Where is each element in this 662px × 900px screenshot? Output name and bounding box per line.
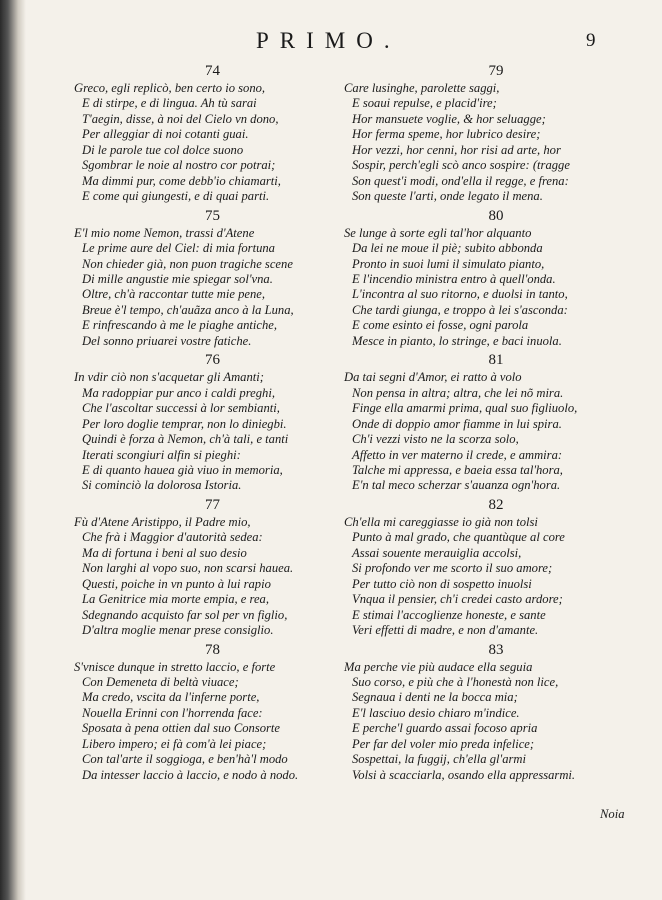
verse-line: E'n tal meco scherzar s'auanza ogn'hora. — [352, 478, 561, 493]
stanza — [74, 62, 339, 205]
verse-line: E di stirpe, e di lingua. Ah tù sarai — [82, 96, 257, 111]
verse-line: Di mille angustie mie spiegar sol'vna. — [82, 271, 273, 286]
running-title: PRIMO. — [256, 28, 401, 53]
stanza — [74, 641, 339, 784]
page-number: 9 — [586, 30, 596, 51]
verse-line: Che tardi giunga, e troppo à lei s'asconda: — [352, 302, 568, 317]
verse-line: S'vnisce dunque in stretto laccio, e forte — [74, 659, 276, 674]
verse-line: Mesce in pianto, lo stringe, e baci inuola. — [352, 333, 562, 348]
verse-line: Non chieder già, non puon tragiche scene — [82, 256, 293, 271]
verse-line: Vnqua il pensier, ch'i credei casto ardore; — [352, 592, 563, 607]
stanza-number: 77 — [205, 496, 220, 513]
verse-line: Ma di fortuna i beni al suo desio — [82, 545, 247, 560]
stanza — [344, 496, 644, 639]
verse-line: Sgombrar le noie al nostro cor potrai; — [82, 158, 276, 173]
verse-line: E stimai l'accoglienze honeste, e sante — [352, 607, 546, 622]
verse-line: E rinfrescando à me le piaghe antiche, — [82, 318, 278, 333]
verse-line: Libero impero; ei fà com'à lei piace; — [82, 736, 267, 751]
verse-line: Se lunge à sorte egli tal'hor alquanto — [344, 225, 532, 240]
left-column — [74, 62, 339, 785]
verse-line: Hor vezzi, hor cenni, hor risi ad arte, hor — [352, 142, 561, 157]
stanza — [344, 207, 644, 350]
verse-line: Del sonno priuarei vostre fatiche. — [82, 333, 252, 348]
stanza — [74, 207, 339, 350]
verse-line: Non pensa in altra; altra, che lei nõ mira. — [352, 385, 564, 400]
verse-line: Sospettai, la fuggij, ch'ella gl'armi — [352, 752, 526, 767]
verse-line: Suo corso, e più che à l'honestà non lice, — [352, 674, 559, 689]
verse-line: Veri effetti di madre, e non d'amante. — [352, 623, 539, 638]
book-spine-shadow — [0, 0, 26, 900]
stanza-number: 75 — [205, 207, 220, 224]
verse-line: Non larghi al vopo suo, non scarsi hauea. — [82, 561, 294, 576]
verse-line: Breue è'l tempo, ch'auãza anco à la Luna, — [82, 302, 294, 317]
verse-line: Finge ella amarmi prima, qual suo figliuolo, — [352, 401, 578, 416]
verse-line: E di quanto hauea già viuo in memoria, — [82, 462, 283, 477]
verse-line: Segnaua i denti ne la bocca mia; — [352, 690, 518, 705]
verse-line: Fù d'Atene Aristippo, il Padre mio, — [74, 514, 251, 529]
verse-line: E l'incendio ministra entro à quell'onda. — [352, 271, 556, 286]
verse-line: E soaui repulse, e placid'ire; — [352, 96, 497, 111]
verse-line: La Genitrice mia morte empia, e rea, — [82, 592, 270, 607]
verse-line: Di le parole tue col dolce suono — [82, 142, 244, 157]
verse-line: E'l lasciuo desio chiaro m'indice. — [352, 705, 520, 720]
stanza-number: 78 — [205, 641, 220, 658]
verse-line: Da tai segni d'Amor, ei ratto à volo — [344, 370, 522, 385]
right-column — [344, 62, 644, 785]
stanza — [74, 496, 339, 639]
catchword: Noia — [600, 807, 625, 821]
verse-line: Oltre, ch'à raccontar tutte mie pene, — [82, 287, 266, 302]
verse-line: Son queste l'arti, onde legato il mena. — [352, 189, 543, 204]
verse-line: Che l'ascoltar successi à lor sembianti, — [82, 401, 280, 416]
stanza-number: 83 — [488, 641, 504, 658]
verse-line: Iterati scongiuri alfin si pieghi: — [82, 447, 241, 462]
verse-line: Per tutto ciò non di sospetto inuolsi — [352, 576, 532, 591]
verse-line: Per loro doglie temprar, non lo diniegbi. — [82, 416, 287, 431]
verse-line: Che frà i Maggior d'autorità sedea: — [82, 530, 263, 545]
verse-line: D'altra moglie menar prese consiglio. — [82, 623, 274, 638]
verse-line: Hor mansuete voglie, & hor seluagge; — [352, 111, 546, 126]
verse-line: Le prime aure del Ciel: di mia fortuna — [82, 241, 275, 256]
verse-line: Talche mi appressa, e baeia essa tal'hora, — [352, 462, 563, 477]
stanza — [344, 62, 644, 205]
verse-line: Volsi à scacciarla, osando ella appressarmi. — [352, 767, 576, 782]
verse-line: Per alleggiar di noi cotanti guai. — [82, 127, 249, 142]
verse-line: Punto à mal grado, che quantùque al core — [352, 530, 565, 545]
verse-line: Questi, poiche in vn punto à lui rapio — [82, 576, 271, 591]
verse-line: Da intesser laccio à laccio, e nodo à nodo. — [82, 767, 299, 782]
verse-line: Care lusinghe, parolette saggi, — [344, 81, 500, 95]
stanza — [344, 351, 644, 494]
verse-line: Ch'i vezzi visto ne la scorza solo, — [352, 432, 519, 447]
verse-line: Pronto in suoi lumi il simulato pianto, — [352, 256, 545, 271]
verse-line: Si cominciò la dolorosa Istoria. — [82, 478, 242, 493]
page-header — [0, 28, 662, 58]
verse-line: E'l mio nome Nemon, trassi d'Atene — [74, 225, 255, 240]
stanza-number: 80 — [488, 207, 504, 224]
verse-line: Sdegnando acquisto far sol per vn figlio, — [82, 607, 288, 622]
verse-line: Onde di doppio amor fiamme in lui spira. — [352, 416, 562, 431]
verse-line: Per far del voler mio preda infelice; — [352, 736, 535, 751]
verse-line: Ma radoppiar pur anco i caldi preghi, — [82, 385, 275, 400]
stanza — [344, 641, 644, 784]
verse-line: Son quest'i modi, ond'ella il regge, e frena: — [352, 173, 569, 188]
verse-line: Nouella Erinni con l'horrenda face: — [82, 705, 263, 720]
stanza-number: 74 — [205, 63, 220, 79]
stanza-number: 81 — [488, 352, 504, 369]
verse-line: Hor ferma speme, hor lubrico desire; — [352, 127, 541, 142]
verse-line: Si profondo ver me scorto il suo amore; — [352, 561, 553, 576]
verse-line: E come qui giungesti, e di quai parti. — [82, 189, 270, 204]
verse-line: L'incontra al suo ritorno, e duolsi in tanto, — [352, 287, 568, 302]
verse-line: Quindi è forza à Nemon, ch'à tali, e tanti — [82, 432, 289, 447]
verse-line: Greco, egli replicò, ben certo io sono, — [74, 81, 266, 95]
verse-line: Ma dimmi pur, come debb'io chiamarti, — [82, 173, 281, 188]
verse-line: Con tal'arte il soggioga, e ben'hà'l modo — [82, 752, 288, 767]
verse-line: Ch'ella mi careggiasse io già non tolsi — [344, 514, 538, 529]
stanza — [74, 351, 339, 494]
stanza-number: 79 — [488, 63, 504, 79]
stanza-number: 82 — [488, 496, 504, 513]
verse-line: Affetto in ver materno il crede, e ammira: — [352, 447, 563, 462]
verse-line: Con Demeneta di beltà viuace; — [82, 674, 239, 689]
verse-line: In vdir ciò non s'acquetar gli Amanti; — [74, 370, 264, 385]
verse-line: Da lei ne moue il piè; subito abbonda — [352, 241, 543, 256]
stanza-number: 76 — [205, 352, 220, 369]
verse-line: Sposata à pena ottien dal suo Consorte — [82, 721, 281, 736]
verse-line: E perche'l guardo assai focoso apria — [352, 721, 538, 736]
verse-line: Sospir, perch'egli scò anco sospire: (tragge — [352, 158, 570, 173]
verse-line: Ma perche vie più audace ella seguia — [344, 659, 533, 674]
verse-line: E come esinto ei fosse, ogni parola — [352, 318, 529, 333]
verse-line: T'aegin, disse, à noi del Cielo vn dono, — [82, 111, 279, 126]
verse-line: Ma credo, vscita da l'inferne porte, — [82, 690, 260, 705]
verse-line: Assai souente merauiglia accolsi, — [352, 545, 522, 560]
